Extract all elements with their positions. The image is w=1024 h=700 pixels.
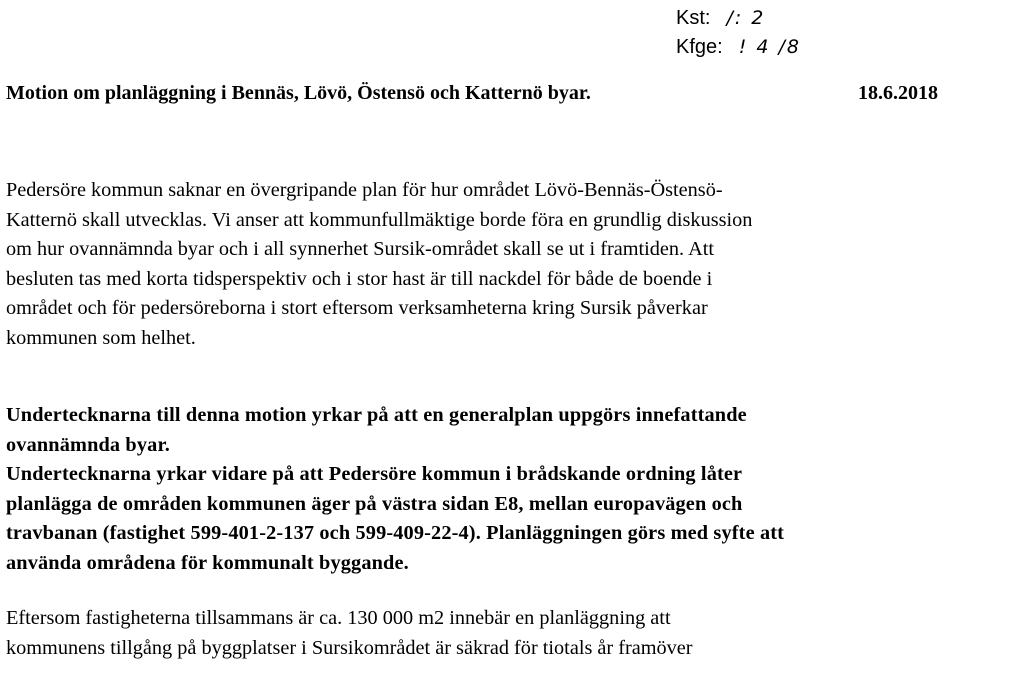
motion-title: Motion om planläggning i Bennäs, Lövö, Östensö och Katternö byar. (6, 82, 591, 104)
text-line: om hur ovannämnda byar och i all synnerhet Sursik-området skall se ut i framtiden. Att (6, 238, 714, 260)
kst-label: Kst: (676, 7, 711, 29)
text-line: planlägga de områden kommunen äger på västra sidan E8, mellan europavägen och (6, 492, 743, 515)
kst-handwritten-value: /: 2 (726, 7, 766, 29)
kst-row (676, 4, 801, 33)
text-line: Undertecknarna till denna motion yrkar på att en generalplan uppgörs innefattande (6, 404, 747, 426)
kfge-row (676, 33, 801, 62)
text-line: området och för pedersöreborna i stort eftersom verksamheterna kring Sursik påverkar (6, 297, 708, 319)
motion-date: 18.6.2018 (858, 82, 938, 104)
paragraph-proposals (6, 401, 1018, 578)
document-heading (6, 82, 1006, 105)
text-line: Undertecknarna yrkar vidare på att Pedersöre kommun i brådskande ordning låter (6, 463, 743, 485)
kfge-handwritten-value: ! 4 /8 (738, 36, 801, 58)
text-line: ovannämnda byar. (6, 433, 170, 456)
text-line: Katternö skall utvecklas. Vi anser att kommunfullmäktige borde föra en grundlig diskussion (6, 208, 753, 231)
text-line: travbanan (fastighet 599-401-2-137 och 599-409-22-4). Planläggningen görs med syfte att (6, 522, 785, 544)
text-line: Eftersom fastigheterna tillsammans är ca. 130 000 m2 innebär en planläggning att (6, 607, 671, 629)
text-line: använda områdena för kommunalt byggande. (6, 551, 409, 574)
paragraph-intro (6, 176, 1018, 353)
registry-stamp (676, 4, 801, 62)
text-line: kommunens tillgång på byggplatser i Sursikområdet är säkrad för tiotals år framöver (6, 636, 693, 659)
paragraph-rationale (6, 604, 1018, 663)
text-line: kommunen som helhet. (6, 326, 196, 349)
text-line: Pedersöre kommun saknar en övergripande plan för hur området Lövö-Bennäs-Östensö- (6, 179, 723, 201)
text-line: besluten tas med korta tidsperspektiv och i stor hast är till nackdel för både de boende i (6, 267, 713, 290)
kfge-label: Kfge: (676, 36, 723, 58)
